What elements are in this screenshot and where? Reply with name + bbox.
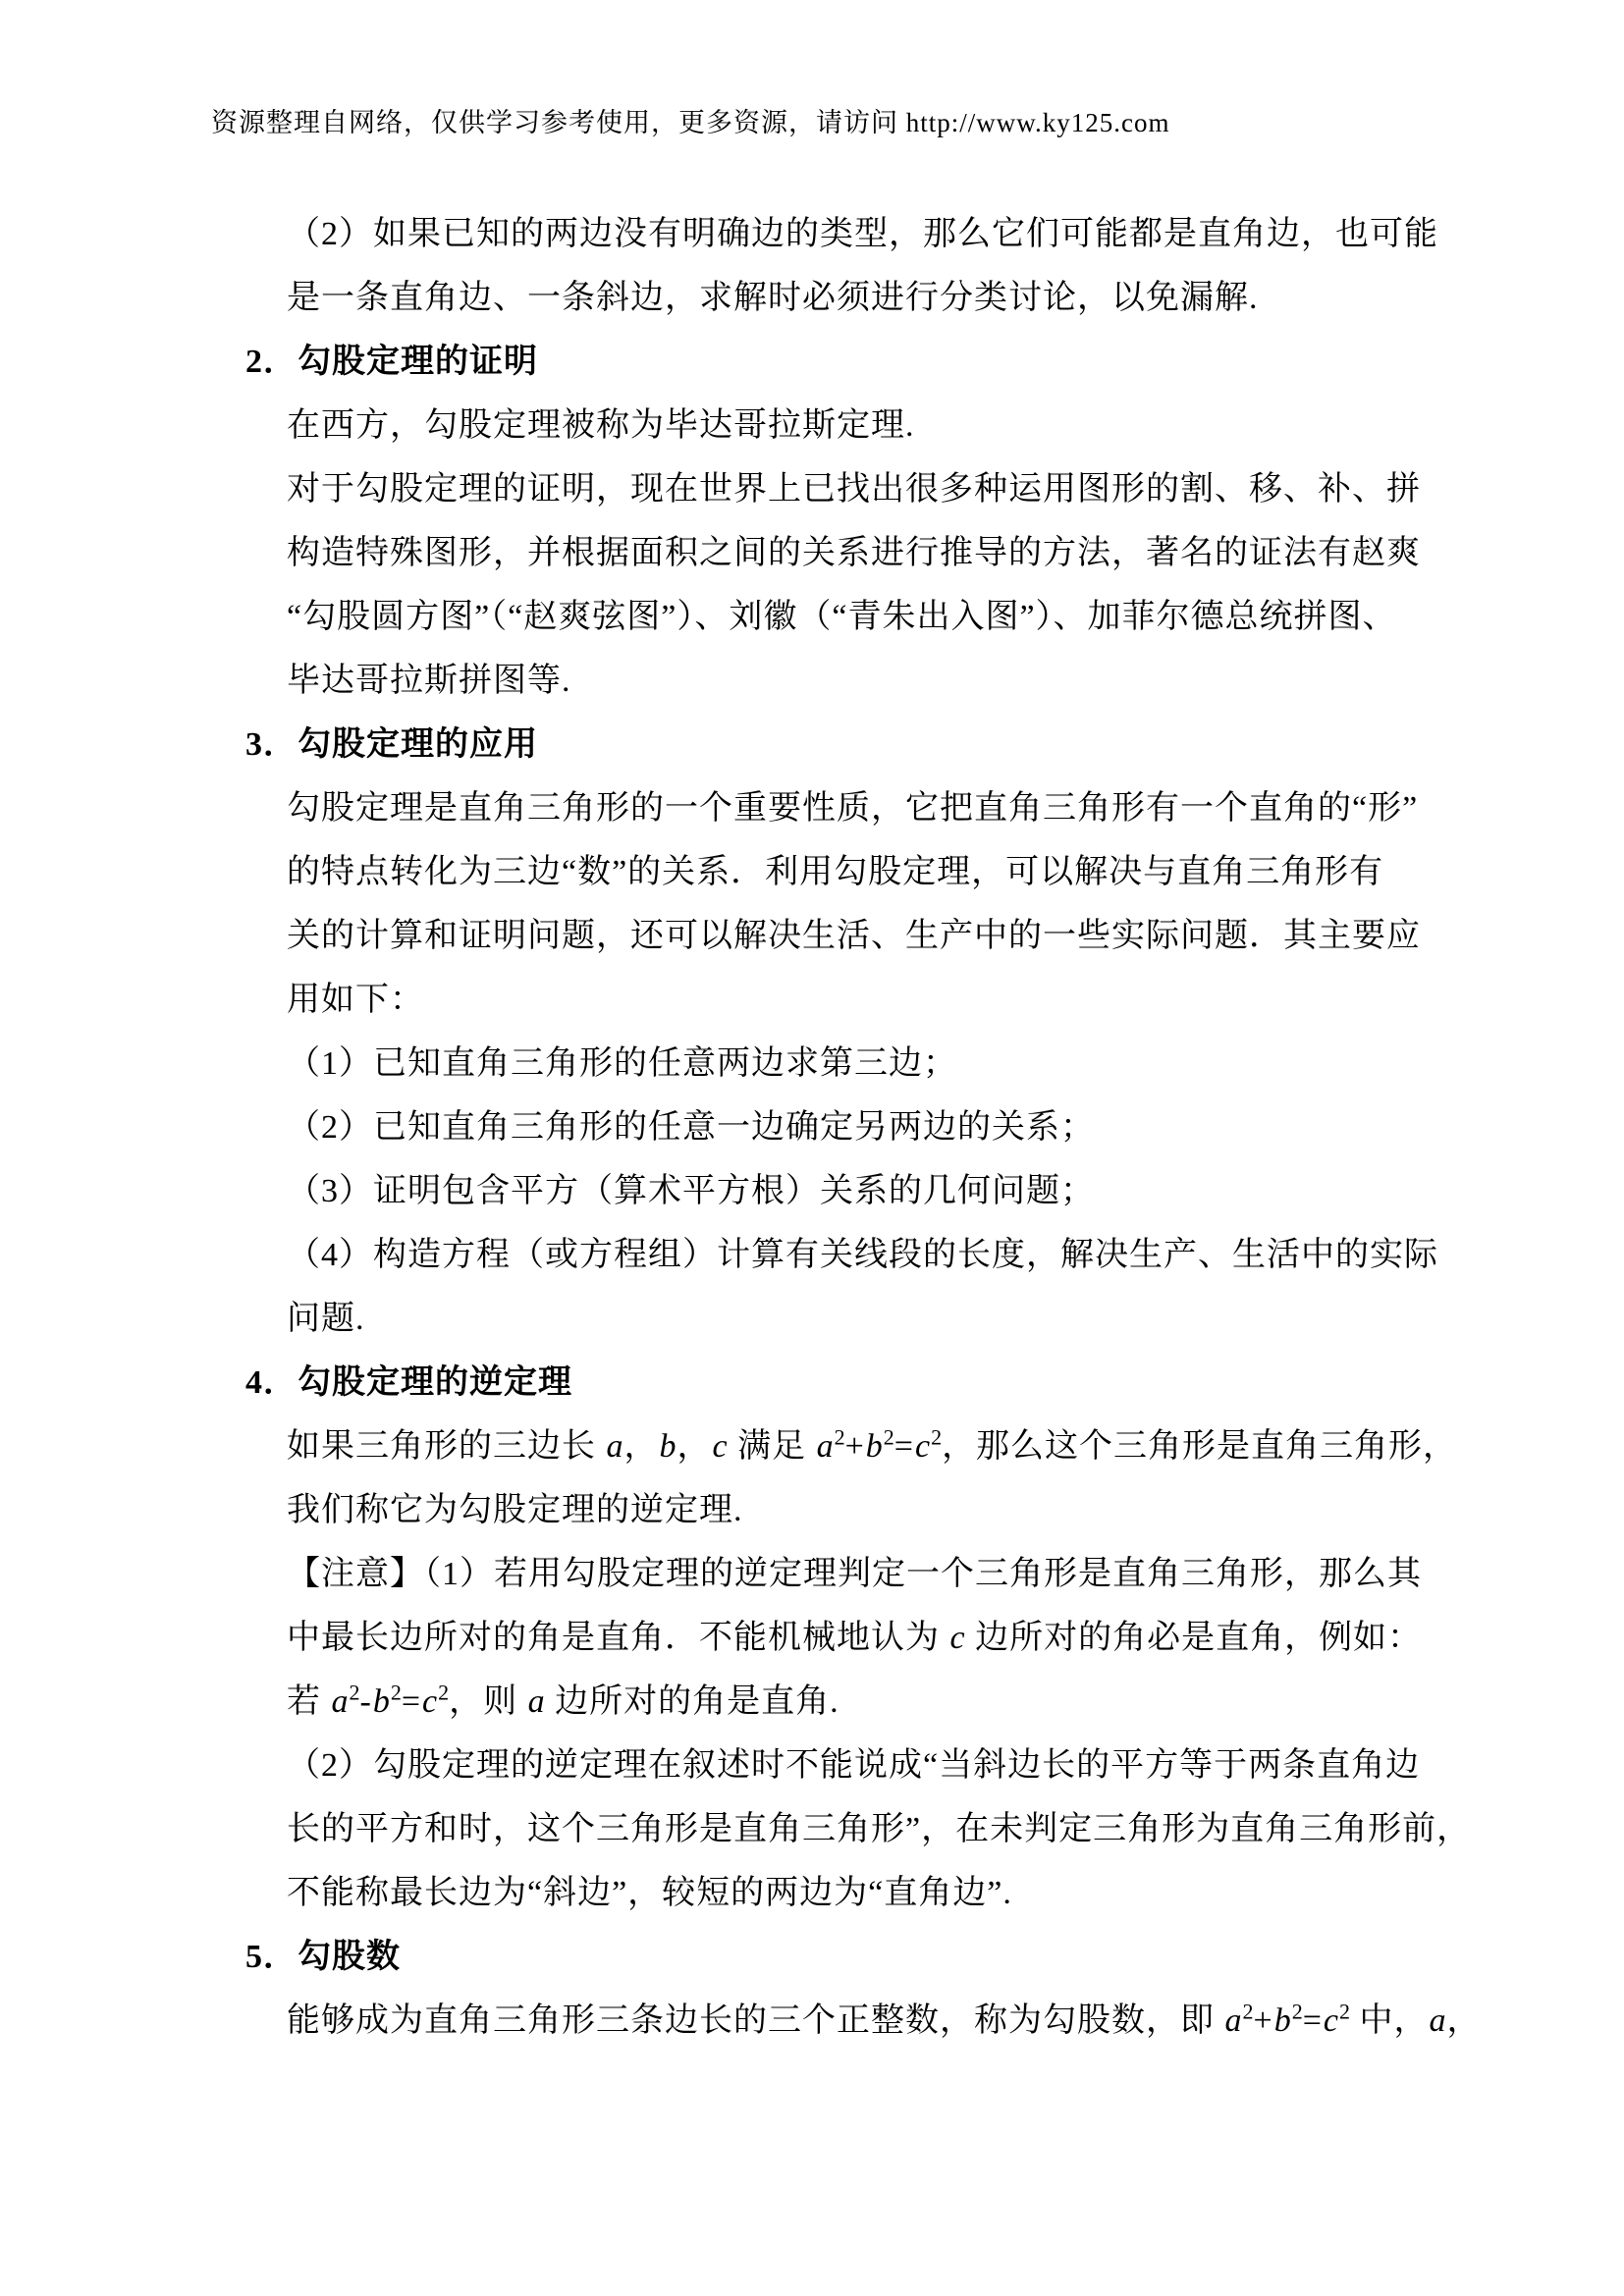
text-segment: 若 bbox=[287, 1683, 331, 1720]
text-line bbox=[0, 1861, 1624, 1925]
math-variable: c bbox=[712, 1428, 728, 1465]
document-body bbox=[0, 202, 1624, 2053]
text-segment: 在西方，勾股定理被称为毕达哥拉斯定理. bbox=[287, 407, 915, 444]
text-line bbox=[0, 1478, 1624, 1542]
text-line bbox=[0, 202, 1624, 266]
text-segment: - bbox=[359, 1683, 372, 1720]
math-variable: a bbox=[331, 1683, 349, 1720]
text-segment: （2）勾股定理的逆定理在叙述时不能说成“当斜边长的平方等于两条直角边 bbox=[287, 1747, 1421, 1784]
math-variable: a bbox=[1224, 2002, 1242, 2039]
text-segment: 是一条直角边、一条斜边，求解时必须进行分类讨论，以免漏解. bbox=[287, 280, 1259, 316]
text-line bbox=[0, 968, 1624, 1032]
superscript-exponent: 2 bbox=[349, 1680, 360, 1705]
math-variable: a bbox=[816, 1428, 834, 1465]
math-variable: b bbox=[1273, 2002, 1291, 2039]
math-variable: c bbox=[914, 1428, 931, 1465]
superscript-exponent: 2 bbox=[883, 1424, 894, 1450]
text-line bbox=[0, 840, 1624, 904]
math-variable: a bbox=[606, 1428, 623, 1465]
section-heading bbox=[0, 713, 1624, 776]
text-segment: 边所对的角必是直角，例如： bbox=[965, 1620, 1423, 1656]
text-segment: 4．勾股定理的逆定理 bbox=[245, 1364, 572, 1401]
text-segment: ， bbox=[623, 1428, 659, 1465]
text-segment: 满足 bbox=[728, 1428, 816, 1465]
section-heading bbox=[0, 1351, 1624, 1415]
text-segment: 对于勾股定理的证明，现在世界上已找出很多种运用图形的割、移、补、拼 bbox=[287, 471, 1421, 507]
header-source-note: 资源整理自网络，仅供学习参考使用，更多资源，请访问 http://www.ky125.com bbox=[211, 108, 1170, 137]
text-line bbox=[0, 1797, 1624, 1861]
text-segment: ，那么这个三角形是直角三角形， bbox=[942, 1428, 1458, 1465]
text-line bbox=[0, 1606, 1624, 1670]
text-line bbox=[0, 1542, 1624, 1606]
section-heading bbox=[0, 1925, 1624, 1989]
text-segment: 中最长边所对的角是直角．不能机械地认为 bbox=[287, 1620, 949, 1656]
text-segment: 构造特殊图形，并根据面积之间的关系进行推导的方法，著名的证法有赵爽 bbox=[287, 535, 1421, 571]
text-line bbox=[0, 1287, 1624, 1351]
math-variable: a bbox=[527, 1683, 545, 1720]
text-segment: 边所对的角是直角. bbox=[545, 1683, 839, 1720]
text-segment: = bbox=[1302, 2002, 1323, 2039]
superscript-exponent: 2 bbox=[1242, 1999, 1254, 2024]
math-variable: b bbox=[865, 1428, 883, 1465]
text-line bbox=[0, 521, 1624, 585]
text-line bbox=[0, 1223, 1624, 1287]
text-segment: 2．勾股定理的证明 bbox=[245, 344, 538, 380]
text-segment: 毕达哥拉斯拼图等. bbox=[287, 663, 571, 699]
text-segment: ，则 bbox=[449, 1683, 527, 1720]
text-segment: = bbox=[893, 1428, 914, 1465]
text-line bbox=[0, 1989, 1624, 2053]
text-segment: （2）如果已知的两边没有明确边的类型，那么它们可能都是直角边，也可能 bbox=[287, 216, 1438, 252]
math-variable: c bbox=[422, 1683, 438, 1720]
text-segment: 3．勾股定理的应用 bbox=[245, 726, 538, 763]
text-line bbox=[0, 776, 1624, 840]
text-segment: 勾股定理是直角三角形的一个重要性质，它把直角三角形有一个直角的“形” bbox=[287, 790, 1419, 827]
text-line bbox=[0, 1095, 1624, 1159]
text-line bbox=[0, 904, 1624, 968]
text-segment: （3）证明包含平方（算术平方根）关系的几何问题； bbox=[287, 1173, 1095, 1209]
superscript-exponent: 2 bbox=[390, 1680, 402, 1705]
text-segment: 我们称它为勾股定理的逆定理. bbox=[287, 1492, 743, 1528]
superscript-exponent: 2 bbox=[931, 1424, 943, 1450]
text-segment: 关的计算和证明问题，还可以解决生活、生产中的一些实际问题．其主要应 bbox=[287, 918, 1421, 954]
math-variable: c bbox=[949, 1620, 965, 1656]
text-segment: 5．勾股数 bbox=[245, 1939, 401, 1975]
math-variable: b bbox=[659, 1428, 677, 1465]
text-segment: （4）构造方程（或方程组）计算有关线段的长度，解决生产、生活中的实际 bbox=[287, 1237, 1438, 1273]
text-segment: = bbox=[401, 1683, 422, 1720]
text-segment: （2）已知直角三角形的任意一边确定另两边的关系； bbox=[287, 1109, 1095, 1146]
text-line bbox=[0, 1734, 1624, 1797]
text-segment: 长的平方和时，这个三角形是直角三角形”，在未判定三角形为直角三角形前， bbox=[287, 1811, 1472, 1847]
text-line bbox=[0, 649, 1624, 713]
text-line bbox=[0, 1159, 1624, 1223]
text-segment: 用如下： bbox=[287, 982, 424, 1018]
text-line bbox=[0, 585, 1624, 649]
superscript-exponent: 2 bbox=[1338, 1999, 1350, 2024]
text-segment: + bbox=[1253, 2002, 1273, 2039]
text-line bbox=[0, 457, 1624, 521]
text-line bbox=[0, 1415, 1624, 1478]
text-segment: 【注意】（1）若用勾股定理的逆定理判定一个三角形是直角三角形，那么其 bbox=[287, 1556, 1422, 1592]
text-segment: （1）已知直角三角形的任意两边求第三边； bbox=[287, 1045, 957, 1082]
text-line bbox=[0, 1032, 1624, 1095]
superscript-exponent: 2 bbox=[1291, 1999, 1303, 2024]
math-variable: c bbox=[1323, 2002, 1338, 2039]
text-segment: 的特点转化为三边“数”的关系．利用勾股定理，可以解决与直角三角形有 bbox=[287, 854, 1384, 890]
section-heading bbox=[0, 330, 1624, 394]
text-line bbox=[0, 1670, 1624, 1734]
text-segment: ， bbox=[677, 1428, 712, 1465]
text-segment: ， bbox=[1446, 2002, 1482, 2039]
math-variable: a bbox=[1429, 2002, 1446, 2039]
text-segment: 中， bbox=[1349, 2002, 1429, 2039]
text-segment: 如果三角形的三边长 bbox=[287, 1428, 606, 1465]
text-segment: 问题. bbox=[287, 1301, 365, 1337]
text-segment: 能够成为直角三角形三条边长的三个正整数，称为勾股数，即 bbox=[287, 2002, 1224, 2039]
text-line bbox=[0, 394, 1624, 457]
superscript-exponent: 2 bbox=[834, 1424, 845, 1450]
text-segment: “勾股圆方图”（“赵爽弦图”）、刘徽（“青朱出入图”）、加菲尔德总统拼图、 bbox=[287, 599, 1397, 635]
text-line bbox=[0, 266, 1624, 330]
math-variable: b bbox=[372, 1683, 390, 1720]
text-segment: + bbox=[844, 1428, 865, 1465]
text-segment: 不能称最长边为“斜边”，较短的两边为“直角边”. bbox=[287, 1875, 1012, 1911]
superscript-exponent: 2 bbox=[438, 1680, 450, 1705]
